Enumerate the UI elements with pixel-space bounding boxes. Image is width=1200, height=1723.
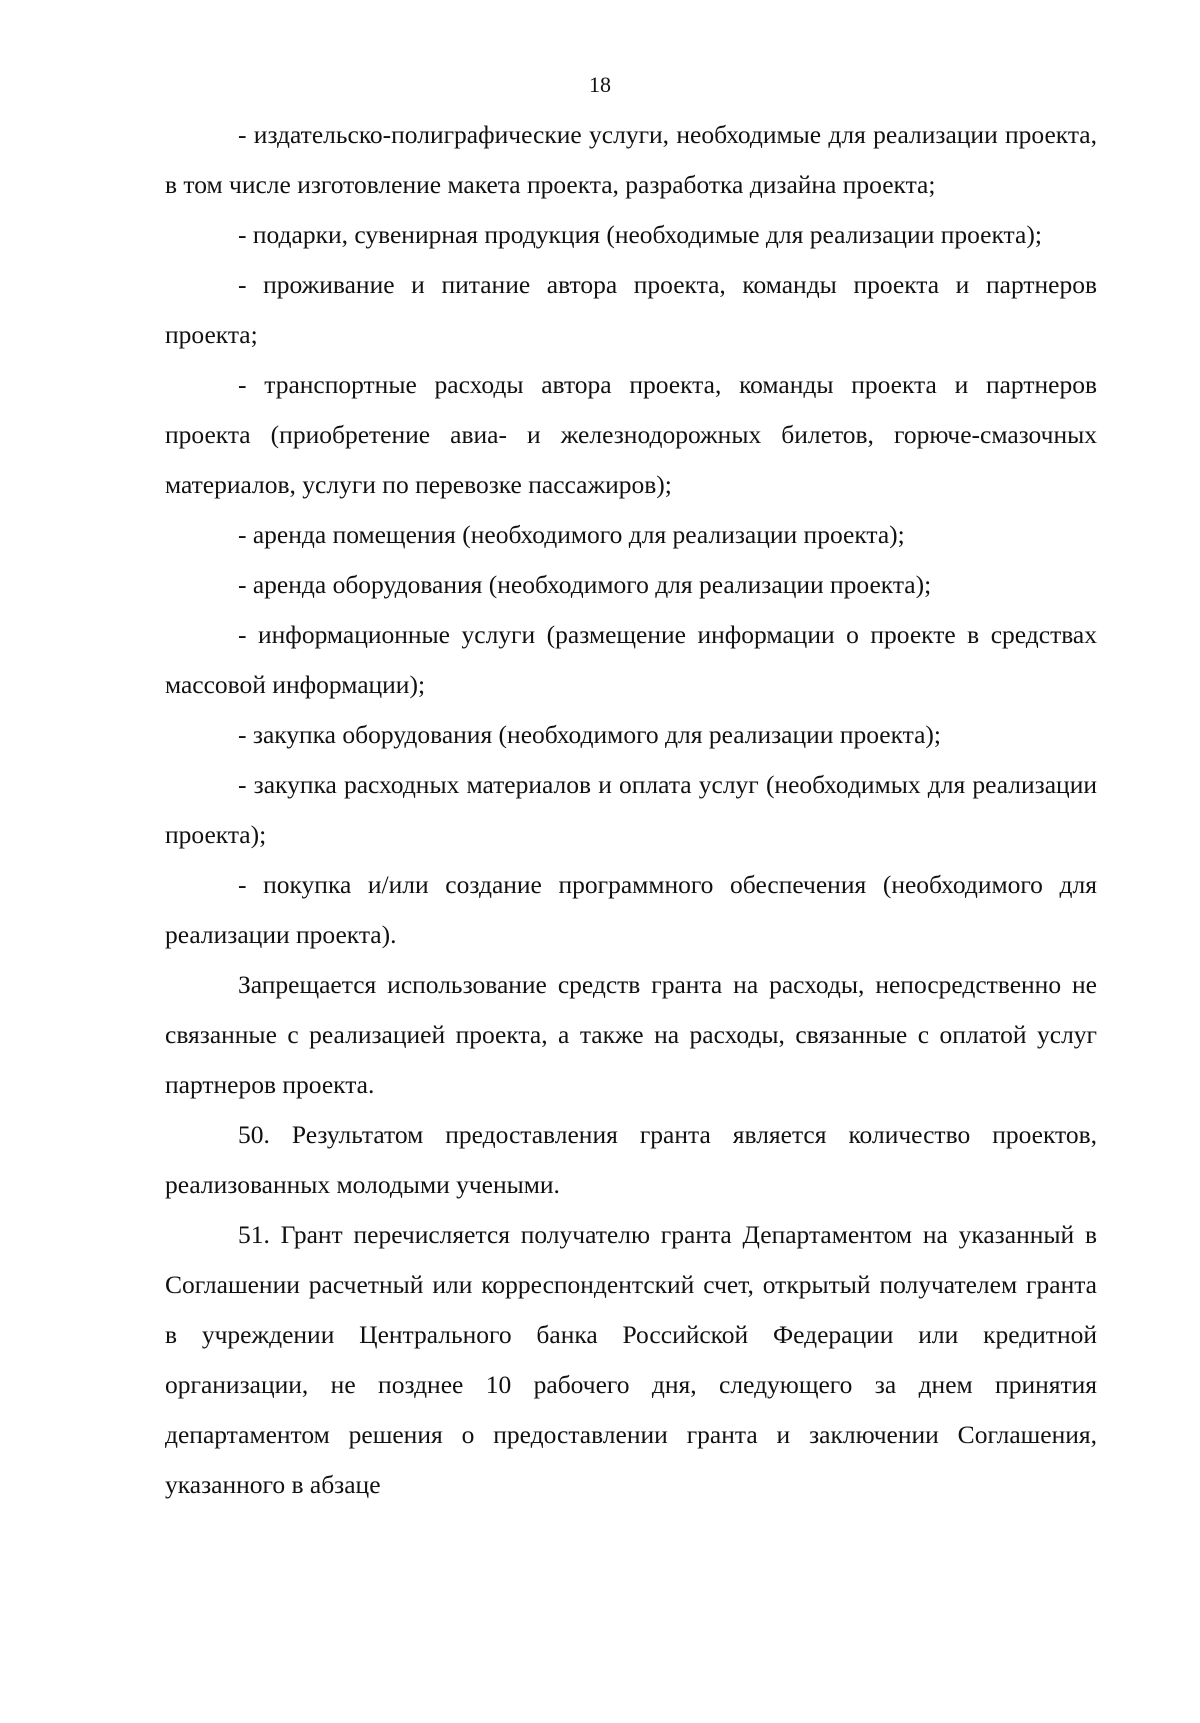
paragraph-consumables-purchase: - закупка расходных материалов и оплата услуг (необходимых для реализации проекта);	[165, 770, 1097, 849]
document-body	[165, 110, 1097, 1510]
paragraph-equipment-purchase: - закупка оборудования (необходимого для реализации проекта);	[238, 720, 941, 749]
paragraph-equipment-rent: - аренда оборудования (необходимого для реализации проекта);	[238, 570, 932, 599]
paragraph-prohibited-expenses: Запрещается использование средств гранта на расходы, непосредственно не связанные с реализацией проекта, а также на расходы, связанные с оплатой услуг партнеров проекта.	[165, 970, 1097, 1099]
paragraph-clause-51: 51. Грант перечисляется получателю гранта Департаментом на указанный в Соглашении расчетный или корреспондентский счет, открытый получателем гранта в учреждении Центрального банка Российской Федерации или кредитной организации, не позднее 10 рабочего дня, следующего за днем принятия департаментом решения о предоставлении гранта и заключении Соглашения, указанного в абзаце	[165, 1220, 1097, 1499]
paragraph-information-services: - информационные услуги (размещение информации о проекте в средствах массовой информации);	[165, 620, 1097, 699]
paragraph-publishing-services: - издательско-полиграфические услуги, необходимые для реализации проекта, в том числе изготовление макета проекта, разработка дизайна проекта;	[165, 120, 1097, 199]
paragraph-accommodation-meals: - проживание и питание автора проекта, команды проекта и партнеров проекта;	[165, 270, 1097, 349]
paragraph-gifts-souvenirs: - подарки, сувенирная продукция (необходимые для реализации проекта);	[238, 220, 1042, 249]
paragraph-premises-rent: - аренда помещения (необходимого для реализации проекта);	[238, 520, 905, 549]
paragraph-transport-expenses: - транспортные расходы автора проекта, команды проекта и партнеров проекта (приобретение авиа- и железнодорожных билетов, горюче-смазочных материалов, услуги по перевозке пассажиров);	[165, 370, 1097, 499]
page-number: 18	[589, 72, 611, 97]
paragraph-clause-50: 50. Результатом предоставления гранта является количество проектов, реализованных молодыми учеными.	[165, 1120, 1097, 1199]
paragraph-software-purchase: - покупка и/или создание программного обеспечения (необходимого для реализации проекта).	[165, 870, 1097, 949]
